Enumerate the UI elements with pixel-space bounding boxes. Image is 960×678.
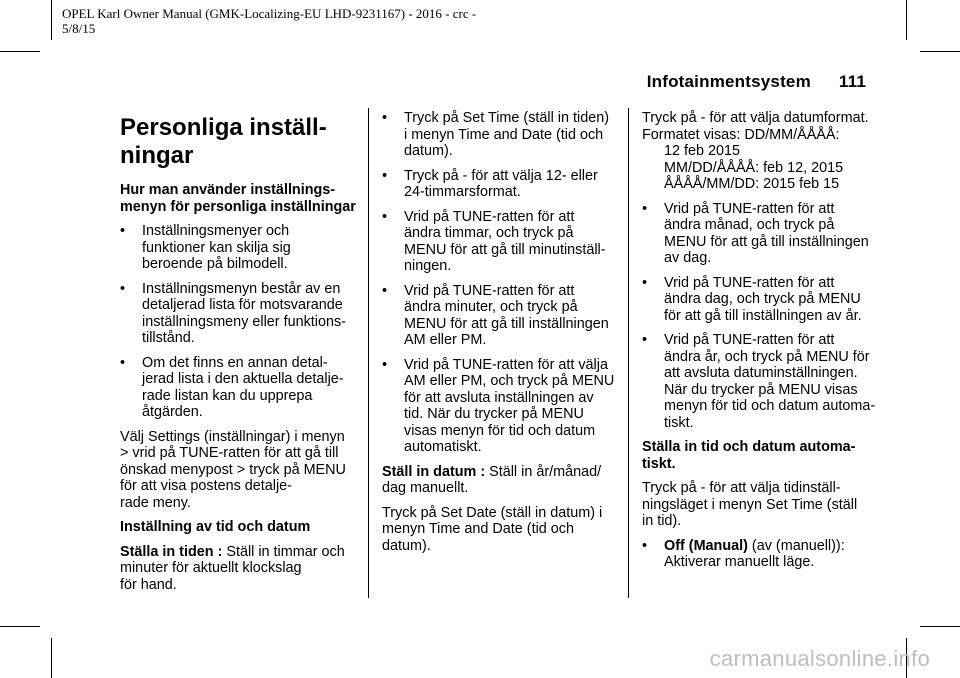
- set-date-paragraph: Ställ in datum : Ställ in år/månad/ dag manuellt.: [382, 463, 602, 496]
- set-time-paragraph: Ställa in tiden : Ställ in timmar och minuter för aktuellt klockslag för hand.: [120, 543, 345, 593]
- meta-date: 5/8/15: [62, 21, 96, 36]
- date-format-examples: 12 feb 2015 MM/DD/ÅÅÅÅ: feb 12, 2015 ÅÅÅÅ/MM/DD: 2015 feb 15: [664, 143, 844, 192]
- meta-line: OPEL Karl Owner Manual (GMK-Localizing-EU LHD-9231167) - 2016 - crc -: [62, 6, 477, 21]
- list-item: • Off (Manual) (av (manuell)): Aktiverar manuellt läge.: [642, 537, 845, 570]
- crop-mark: [51, 638, 52, 678]
- column-1: [120, 110, 360, 601]
- list-item: • Tryck på Set Time (ställ in tiden) i menyn Time and Date (tid och datum).: [382, 110, 609, 159]
- crop-mark: [920, 51, 960, 52]
- crop-mark: [51, 0, 52, 40]
- intro-heading: Hur man använder inställnings- menyn för personliga inställningar: [120, 182, 356, 215]
- list-item: • Inställningsmenyer och funktioner kan skilja sig beroende på bilmodell.: [120, 223, 291, 272]
- list-item: • Tryck på - för att välja 12- eller 24-timmarsformat.: [382, 167, 598, 200]
- date-format-intro: Tryck på - för att välja datumformat. Formatet visas: DD/MM/ÅÅÅÅ:: [642, 110, 869, 143]
- column-divider: [368, 108, 369, 598]
- list-item: • Vrid på TUNE-ratten för att ändra timmar, och tryck på MENU för att gå till minutinställ- ningen.: [382, 208, 606, 274]
- list-item: • Vrid på TUNE-ratten för att välja AM eller PM, och tryck på MENU för att avsluta inställningen av tid. När du trycker på MENU visas menyn för tid och datum automatiskt.: [382, 356, 615, 455]
- subheading: Inställning av tid och datum: [120, 519, 311, 535]
- list-item: • Vrid på TUNE-ratten för att ändra minuter, och tryck på MENU för att gå till inställningen AM eller PM.: [382, 282, 609, 348]
- crop-mark: [0, 626, 40, 627]
- page-title: Personliga inställ- ningar: [120, 114, 327, 169]
- settings-paragraph: Välj Settings (inställningar) i menyn > vrid på TUNE-ratten för att gå till önskad menypost > tryck på MENU för att visa postens detalje- rade meny.: [120, 428, 346, 511]
- running-head: [647, 72, 866, 92]
- column-divider: [628, 108, 629, 598]
- watermark: carmanualsonline.info: [709, 646, 930, 671]
- section-title: Infotainmentsystem: [646, 72, 811, 91]
- list-item: • Vrid på TUNE-ratten för att ändra dag, och tryck på MENU för att gå till inställningen av år.: [642, 274, 862, 324]
- list-item: • Om det finns en annan detal- jerad lista i den aktuella detalje- rade listan kan du upprepa åtgärden.: [120, 354, 344, 420]
- list-item: • Vrid på TUNE-ratten för att ändra månad, och tryck på MENU för att gå till inställningen av dag.: [642, 200, 869, 266]
- page-number: 111: [838, 72, 866, 91]
- column-3: [642, 110, 882, 579]
- set-date-instruction: Tryck på Set Date (ställ in datum) i menyn Time and Date (tid och datum).: [382, 504, 603, 554]
- column-2: [382, 110, 622, 562]
- document-meta: [62, 6, 476, 36]
- crop-mark: [920, 626, 960, 627]
- subheading: Ställa in tid och datum automa- tiskt.: [642, 439, 856, 472]
- auto-time-paragraph: Tryck på - för att välja tidinställ- ningsläget i menyn Set Time (ställ in tid).: [642, 480, 858, 529]
- list-item: • Inställningsmenyn består av en detaljerad lista för motsvarande inställningsmeny eller funktions- tillstånd.: [120, 280, 346, 346]
- list-item: • Vrid på TUNE-ratten för att ändra år, och tryck på MENU för att avsluta datuminställningen. När du trycker på MENU visas menyn för tid och datum automa- tiskt.: [642, 332, 876, 431]
- crop-mark: [906, 0, 907, 40]
- crop-mark: [0, 51, 40, 52]
